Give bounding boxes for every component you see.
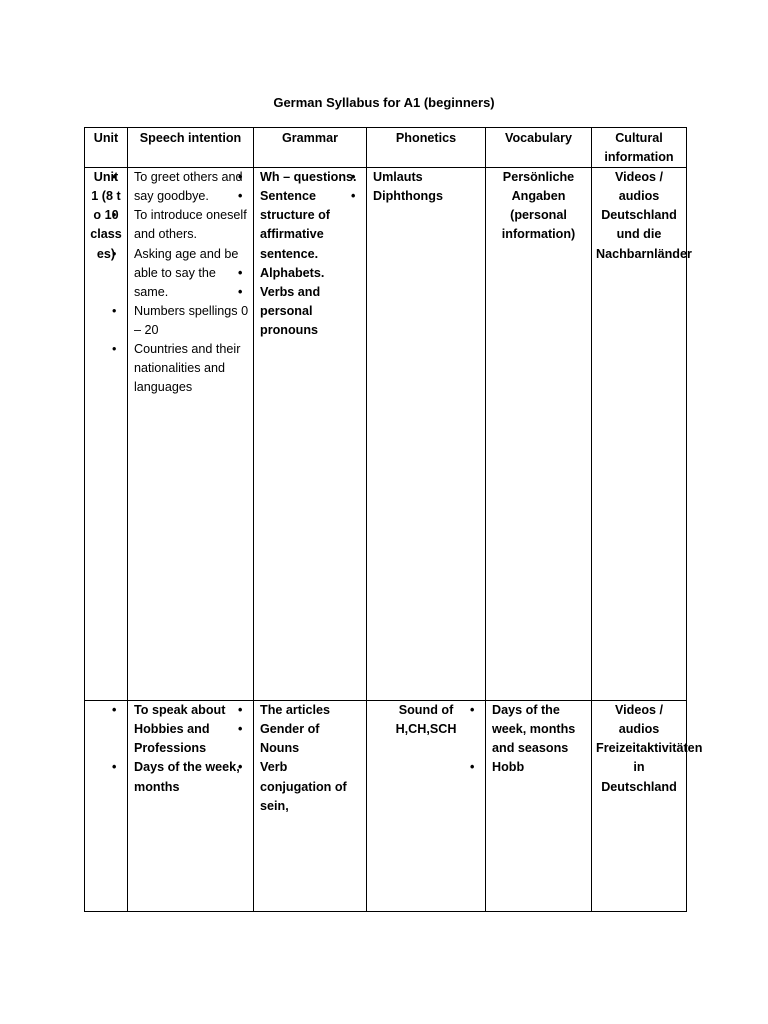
list-item: • Verb conjugation of sein, (230, 758, 362, 815)
phonetics-cell (367, 168, 486, 701)
table-header-row (85, 128, 687, 168)
table-row (85, 701, 687, 912)
table-row (85, 168, 687, 701)
unit-cell: Unit 1 (8 to 10 classes) (85, 168, 128, 701)
vocabulary-cell: Persönliche Angaben (personal information) (486, 168, 592, 701)
grammar-cell (254, 168, 367, 701)
page-title: German Syllabus for A1 (beginners) (273, 95, 495, 110)
list-item: • Asking age and be able to say the same. (104, 245, 249, 302)
list-item: • Wh – questions. (230, 168, 362, 187)
list-item: • To greet others and say goodbye. (104, 168, 249, 206)
list-item: • Umlauts (343, 168, 481, 187)
vocabulary-cell (486, 701, 592, 912)
list-item: • Numbers spellings 0 – 20 (104, 302, 249, 340)
list-item: • Gender of Nouns (230, 720, 362, 758)
cultural-information-cell: Videos / audios Freizeitaktivitäten in Deutschland (592, 701, 687, 912)
list-item: • Diphthongs (343, 187, 481, 206)
list-item: • Verbs and personal pronouns (230, 283, 362, 340)
list-item: • Alphabets. (230, 264, 362, 283)
header-grammar: Grammar (254, 128, 367, 168)
list-item: • Days of the week, months and seasons (462, 701, 587, 758)
header-speech-intention: Speech intention (128, 128, 254, 168)
syllabus-table (84, 127, 703, 912)
list-item: • To introduce oneself and others. (104, 206, 249, 244)
cultural-information-cell: Videos / audios Deutschland und die Nachbarnländer (592, 168, 687, 701)
list-item: • Sentence structure of affirmative sentence. (230, 187, 362, 263)
header-cultural-information: Cultural information (592, 128, 687, 168)
phonetics-cell: Sound of H,CH,SCH (367, 701, 486, 912)
header-phonetics: Phonetics (367, 128, 486, 168)
list-item: • The articles (230, 701, 362, 720)
list-item: • Hobb (462, 758, 587, 777)
list-item: • Countries and their nationalities and languages (104, 340, 249, 397)
grammar-cell (254, 701, 367, 912)
list-item: • To speak about Hobbies and Professions (104, 701, 249, 758)
list-item: • Days of the week, months (104, 758, 249, 796)
header-vocabulary: Vocabulary (486, 128, 592, 168)
header-unit: Unit (85, 128, 128, 168)
